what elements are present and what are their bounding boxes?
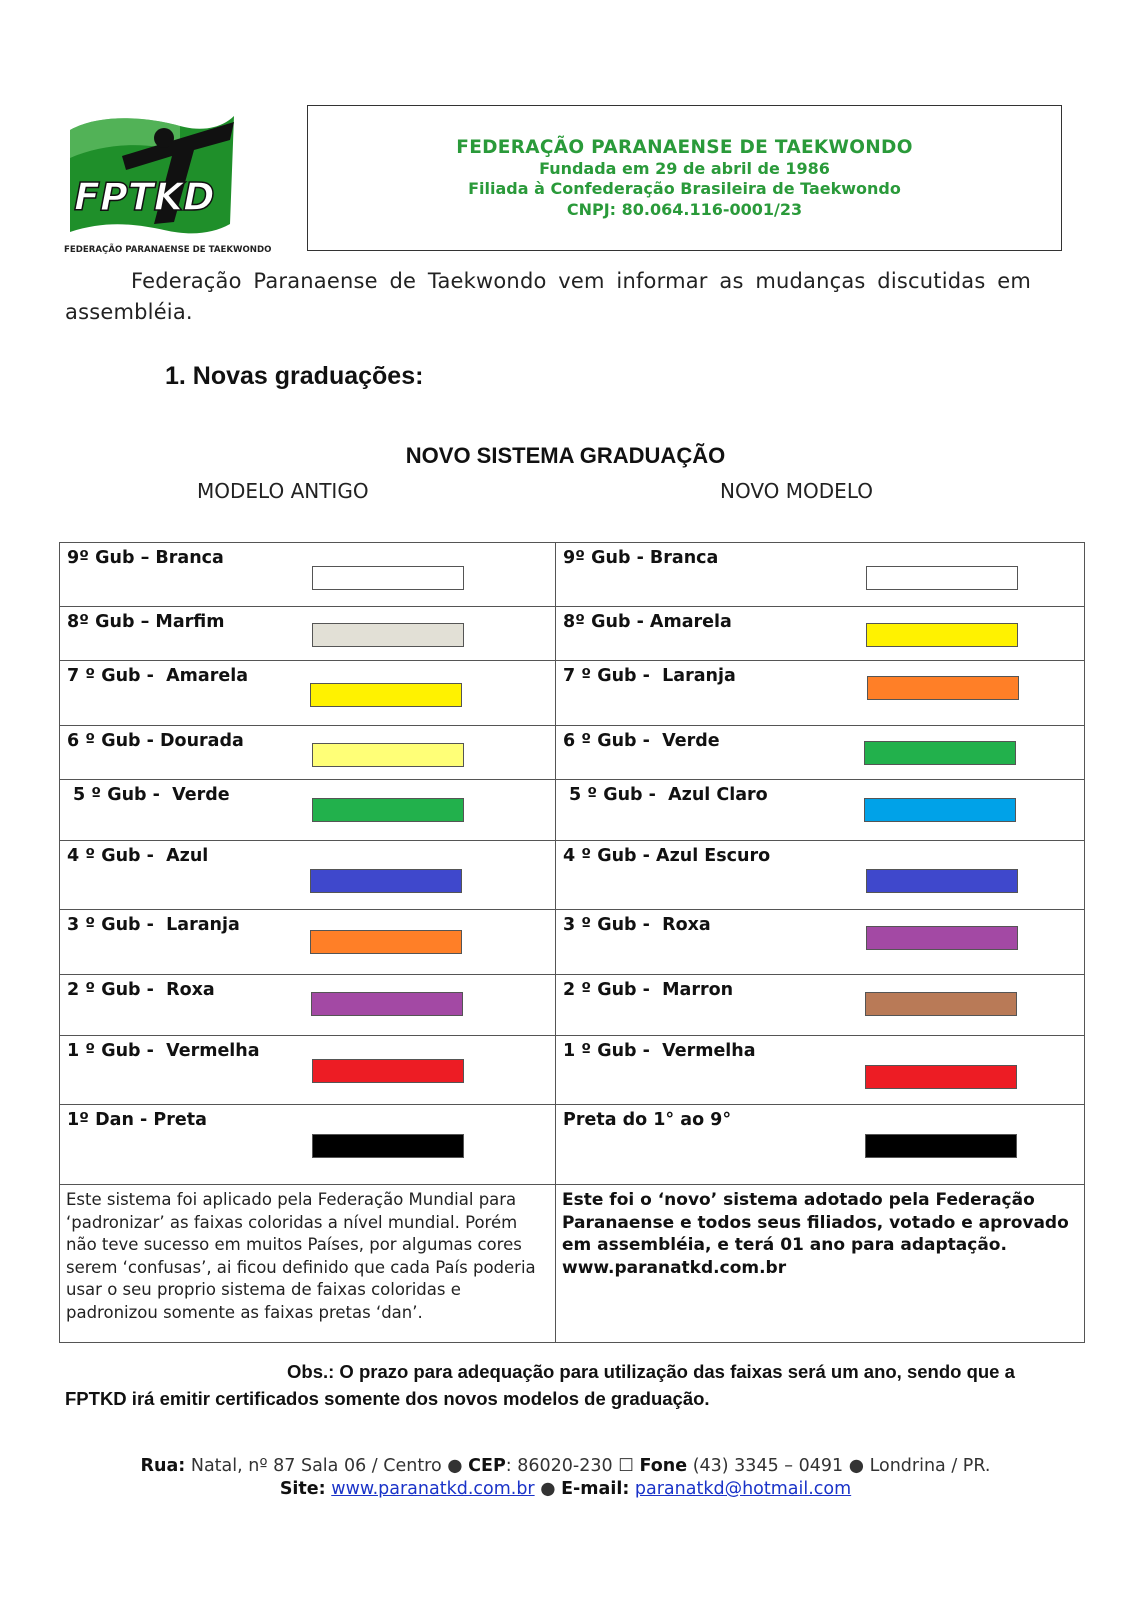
old-model-header: MODELO ANTIGO: [197, 479, 369, 503]
federation-name: FEDERAÇÃO PARANAENSE DE TAEKWONDO: [456, 137, 913, 158]
email-label: E-mail:: [561, 1479, 630, 1499]
old-rank-cell: [60, 543, 556, 607]
new-rank-label: 2 º Gub - Marron: [563, 980, 734, 1000]
new-rank-cell: [556, 841, 1085, 910]
new-belt-swatch: [866, 926, 1018, 950]
site-label: Site:: [279, 1479, 326, 1499]
new-rank-label: 9º Gub - Branca: [563, 548, 719, 568]
new-belt-swatch: [864, 798, 1016, 822]
old-rank-label: 4 º Gub - Azul: [67, 846, 209, 866]
new-rank-cell: [556, 543, 1085, 607]
table-row: [60, 726, 1085, 780]
new-rank-cell: [556, 1036, 1085, 1105]
new-rank-cell: [556, 975, 1085, 1036]
cnpj-line: CNPJ: 80.064.116-0001/23: [566, 199, 803, 219]
affiliation-line: Filiada à Confederação Brasileira de Taekwondo: [468, 179, 901, 198]
new-belt-swatch: [867, 676, 1019, 700]
new-model-header: NOVO MODELO: [720, 479, 873, 503]
rua-value: Natal, nº 87 Sala 06 / Centro: [190, 1456, 442, 1476]
old-belt-swatch: [311, 992, 463, 1016]
site-link[interactable]: www.paranatkd.com.br: [331, 1479, 535, 1499]
table-row: [60, 1036, 1085, 1105]
old-belt-swatch: [310, 930, 462, 954]
old-rank-cell: [60, 1105, 556, 1185]
fone-label: Fone: [639, 1456, 688, 1476]
old-rank-cell: [60, 780, 556, 841]
table-row: [60, 841, 1085, 910]
new-rank-label: 7 º Gub - Laranja: [563, 666, 736, 686]
old-belt-swatch: [310, 869, 462, 893]
new-rank-cell: [556, 910, 1085, 975]
section-heading: 1. Novas graduações:: [165, 362, 424, 390]
table-row: [60, 543, 1085, 607]
new-rank-label: 5 º Gub - Azul Claro: [569, 785, 768, 805]
table-row: [60, 975, 1085, 1036]
old-rank-cell: [60, 661, 556, 726]
logo-caption: FEDERAÇÃO PARANAENSE DE TAEKWONDO: [64, 245, 272, 255]
table-row: [60, 607, 1085, 661]
new-belt-swatch: [866, 566, 1018, 590]
bullet-icon: ●: [540, 1479, 556, 1499]
footer-contacts: [0, 1479, 1131, 1499]
new-rank-cell: [556, 661, 1085, 726]
old-rank-cell: [60, 975, 556, 1036]
rua-label: Rua:: [140, 1456, 186, 1476]
new-model-note-cell: [556, 1185, 1085, 1343]
graduation-table: [59, 542, 1085, 1343]
fptkd-logo: [62, 112, 272, 258]
old-rank-label: 6 º Gub - Dourada: [67, 731, 244, 751]
new-rank-label: 4 º Gub - Azul Escuro: [563, 846, 771, 866]
table-row: [60, 1105, 1085, 1185]
founded-line: Fundada em 29 de abril de 1986: [539, 158, 830, 178]
new-belt-swatch: [865, 992, 1017, 1016]
new-rank-label: 1 º Gub - Vermelha: [563, 1041, 756, 1061]
old-rank-label: 9º Gub – Branca: [67, 548, 224, 568]
old-rank-label: 2 º Gub - Roxa: [67, 980, 215, 1000]
table-title: NOVO SISTEMA GRADUAÇÃO: [405, 443, 726, 468]
old-belt-swatch: [312, 798, 464, 822]
table-row: [60, 910, 1085, 975]
footer-address: [0, 1456, 1131, 1476]
old-belt-swatch: [312, 1059, 464, 1083]
old-rank-label: 1 º Gub - Vermelha: [67, 1041, 260, 1061]
old-rank-cell: [60, 910, 556, 975]
table-row: [60, 661, 1085, 726]
old-rank-cell: [60, 726, 556, 780]
old-belt-swatch: [312, 623, 464, 647]
cep-value: : 86020-230: [505, 1456, 613, 1476]
new-belt-swatch: [865, 1134, 1017, 1158]
header-box: [307, 105, 1062, 251]
old-rank-label: 8º Gub – Marfim: [67, 612, 225, 632]
old-belt-swatch: [310, 683, 462, 707]
new-rank-cell: [556, 607, 1085, 661]
bullet-icon: ●: [447, 1456, 463, 1476]
old-model-note: Este sistema foi aplicado pela Federação Mundial para ‘padronizar’ as faixas coloridas a nível mundial. Porém não teve sucesso em muitos Países, por algumas cores serem ‘confusas’, ai ficou definido que cada País poderia usar o seu proprio sistema de faixas coloridas e padronizou somente as faixas pretas ‘dan’.: [66, 1190, 536, 1322]
new-rank-label: 6 º Gub - Verde: [563, 731, 720, 751]
new-rank-cell: [556, 780, 1085, 841]
city: Londrina / PR.: [869, 1456, 991, 1476]
old-rank-label: 5 º Gub - Verde: [73, 785, 230, 805]
square-icon: ☐: [618, 1456, 634, 1476]
old-rank-cell: [60, 1036, 556, 1105]
new-belt-swatch: [864, 741, 1016, 765]
cep-label: CEP: [468, 1456, 506, 1476]
logo-text: FPTKD: [74, 175, 215, 219]
old-belt-swatch: [312, 1134, 464, 1158]
intro-paragraph: Federação Paranaense de Taekwondo vem informar as mudanças discutidas em assembléia.: [65, 269, 1031, 324]
new-belt-swatch: [865, 1065, 1017, 1089]
email-link[interactable]: paranatkd@hotmail.com: [634, 1479, 852, 1499]
new-rank-label: 3 º Gub - Roxa: [563, 915, 711, 935]
new-model-note: Este foi o ‘novo’ sistema adotado pela Federação Paranaense e todos seus filiados, votado e aprovado em assembléia, e terá 01 ano para adaptação. www.paranatkd.com.br: [562, 1190, 1069, 1278]
old-belt-swatch: [312, 743, 464, 767]
old-rank-label: 7 º Gub - Amarela: [67, 666, 249, 686]
new-rank-cell: [556, 1105, 1085, 1185]
obs-note: Obs.: O prazo para adequação para utilização das faixas será um ano, sendo que a FPTKD irá emitir certificados somente dos novos modelos de graduação.: [65, 1361, 1015, 1409]
fone-value: (43) 3345 – 0491: [692, 1456, 844, 1476]
old-rank-cell: [60, 841, 556, 910]
table-row: [60, 780, 1085, 841]
new-rank-label: Preta do 1° ao 9°: [563, 1110, 732, 1130]
new-belt-swatch: [866, 623, 1018, 647]
new-belt-swatch: [866, 869, 1018, 893]
old-rank-label: 3 º Gub - Laranja: [67, 915, 240, 935]
new-rank-cell: [556, 726, 1085, 780]
new-rank-label: 8º Gub - Amarela: [563, 612, 732, 632]
notes-row: [60, 1185, 1085, 1343]
old-rank-label: 1º Dan - Preta: [67, 1110, 207, 1130]
old-rank-cell: [60, 607, 556, 661]
bullet-icon: ●: [848, 1456, 864, 1476]
old-model-note-cell: [60, 1185, 556, 1343]
old-belt-swatch: [312, 566, 464, 590]
